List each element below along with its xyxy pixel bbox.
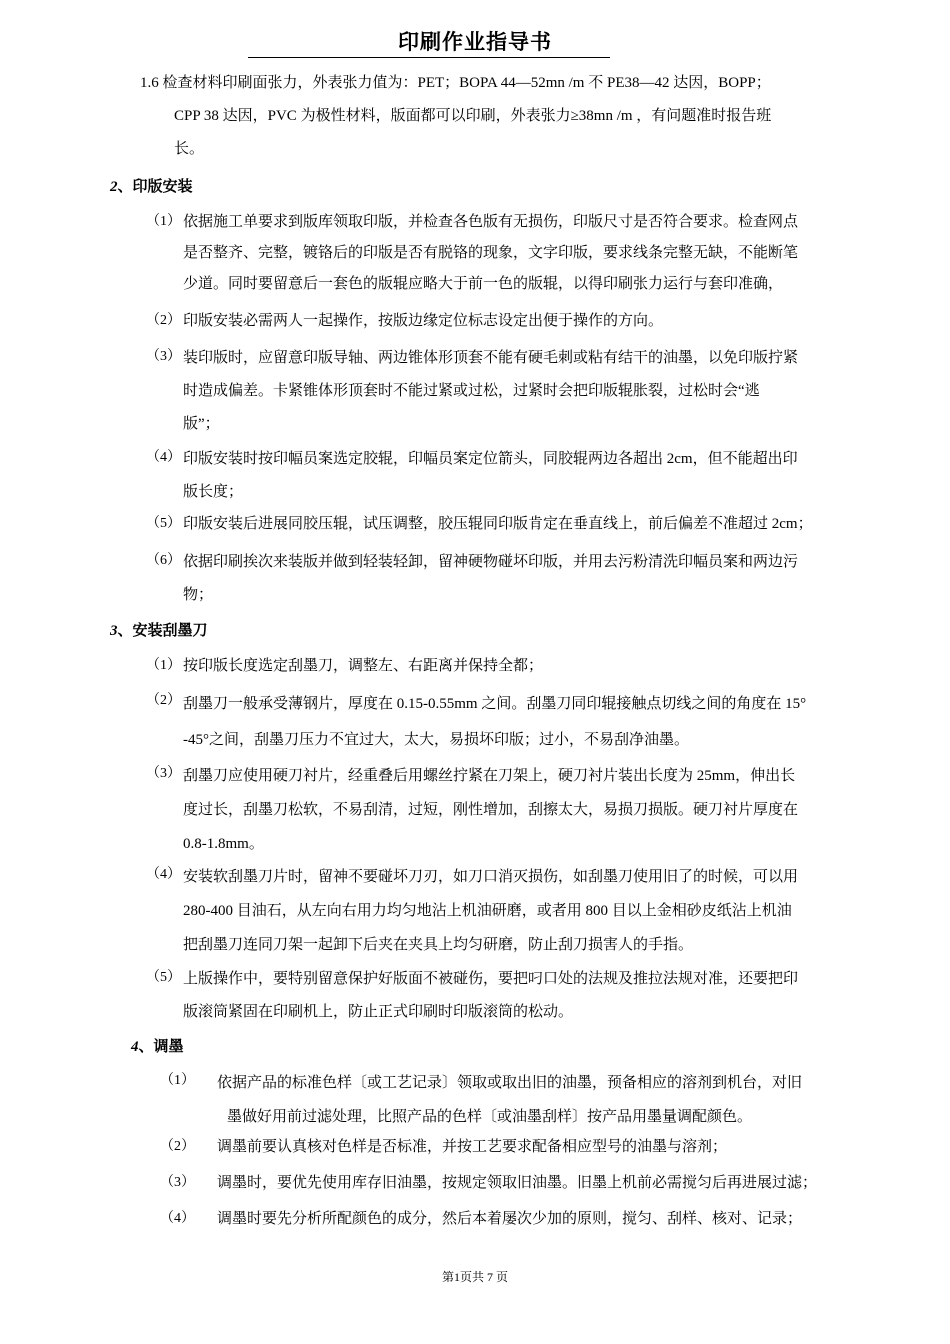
item-number: （2） — [146, 693, 181, 708]
intro-line: 长。 — [174, 141, 205, 157]
item-line: 印版安装后进展同胶压辊，试压调整，胶压辊同印版肯定在垂直线上，前后偏差不准超过 2cm； — [183, 516, 813, 532]
item-line: 按印版长度选定刮墨刀，调整左、右距离并保持全都； — [183, 658, 544, 674]
section-heading: 4、调墨 — [131, 1037, 184, 1055]
item-line: 物； — [183, 587, 214, 603]
item-line: 280-400 目油石，从左向右用力均匀地沾上机油研磨，或者用 800 目以上金相砂皮纸沾上机油 — [183, 903, 792, 919]
item-line: 是否整齐、完整，镀铬后的印版是否有脱铬的现象，文字印版，要求线条完整无缺，不能断笔 — [183, 245, 799, 261]
item-line: 刮墨刀应使用硬刀衬片，经重叠后用螺丝拧紧在刀架上，硬刀衬片装出长度为 25mm，伸出长 — [183, 768, 796, 784]
list-item — [146, 546, 886, 612]
item-line: 印版安装时按印幅员案选定胶辊，印幅员案定位箭头，同胶辊两边各超出 2cm，但不能超出印 — [183, 451, 798, 467]
list-item — [146, 860, 886, 962]
item-number: （5） — [146, 516, 181, 531]
list-item — [146, 509, 886, 539]
item-number: （1） — [146, 658, 181, 673]
item-line: 印版安装必需两人一起操作，按版边缘定位标志设定出便于操作的方向。 — [183, 313, 664, 329]
item-number: （4） — [160, 1211, 195, 1226]
item-line: 版长度； — [183, 484, 244, 500]
item-line: 调墨前要认真核对色样是否标准，并按工艺要求配备相应型号的油墨与溶剂； — [217, 1139, 728, 1155]
item-number: （6） — [146, 553, 181, 568]
item-line: 装印版时，应留意印版导轴、两边锥体形顶套不能有硬毛刺或粘有结干的油墨，以免印版拧紧 — [183, 350, 799, 366]
list-item — [146, 759, 886, 861]
item-line: 时造成偏差。卡紧锥体形顶套时不能过紧或过松，过紧时会把印版辊胀裂，过松时会“逃 — [183, 383, 760, 399]
item-line: 依据施工单要求到版库领取印版，并检查各色版有无损伤，印版尺寸是否符合要求。检查网点 — [183, 214, 799, 230]
item-line: 依据产品的标准色样〔或工艺记录〕领取或取出旧的油墨，预备相应的溶剂到机台，对旧 — [217, 1075, 803, 1091]
intro-line: 1.6 检查材料印刷面张力，外表张力值为：PET；BOPA 44—52mn /m 不 PE38—42 达因，BOPP； — [140, 75, 771, 91]
item-line: 调墨时，要优先使用库存旧油墨，按规定领取旧油墨。旧墨上机前必需搅匀后再进展过滤； — [217, 1175, 818, 1191]
item-number: （1） — [160, 1073, 195, 1088]
section-heading: 3、安装刮墨刀 — [110, 621, 208, 639]
list-item — [146, 443, 886, 509]
page-footer: 第1页共 7 页 — [441, 1270, 508, 1284]
list-item — [146, 207, 886, 300]
item-number: （5） — [146, 970, 181, 985]
list-item — [146, 651, 886, 681]
item-number: （3） — [146, 349, 181, 364]
item-line: 依据印刷挨次来装版并做到轻装轻卸，留神硬物碰坏印版，并用去污粉清洗印幅员案和两边污 — [183, 554, 799, 570]
item-number: （4） — [146, 450, 181, 465]
title-underline — [248, 57, 610, 58]
list-item — [160, 1066, 890, 1134]
section-heading: 2、印版安装 — [110, 177, 193, 195]
item-line: 安装软刮墨刀片时，留神不要碰坏刀刃，如刀口消灭损伤，如刮墨刀使用旧了的时候，可以用 — [183, 869, 799, 885]
list-item — [146, 342, 886, 441]
item-number: （3） — [146, 766, 181, 781]
list-item — [160, 1132, 890, 1162]
page-title: 印刷作业指导书 — [398, 30, 552, 54]
item-line: 度过长，刮墨刀松软，不易刮清，过短，刚性增加，刮擦太大，易损刀损版。硬刀衬片厚度在 — [183, 802, 799, 818]
item-line: 调墨时要先分析所配颜色的成分，然后本着屡次少加的原则，搅匀、刮样、核对、记录； — [217, 1211, 803, 1227]
item-line: 版”； — [183, 416, 220, 432]
list-item — [160, 1204, 890, 1234]
item-line: 墨做好用前过滤处理，比照产品的色样〔或油墨刮样〕按产品用墨量调配颜色。 — [227, 1109, 753, 1125]
item-number: （2） — [146, 313, 181, 328]
item-line: 版滚筒紧固在印刷机上，防止正式印刷时印版滚筒的松动。 — [183, 1004, 574, 1020]
item-number: （3） — [160, 1175, 195, 1190]
list-item — [146, 306, 886, 336]
item-number: （1） — [146, 214, 181, 229]
item-line: 少道。同时要留意后一套色的版辊应略大于前一色的版辊，以得印刷张力运行与套印准确， — [183, 276, 784, 292]
list-item — [146, 963, 886, 1029]
item-number: （4） — [146, 867, 181, 882]
intro-paragraph — [140, 67, 880, 166]
item-line: 上版操作中，要特别留意保护好版面不被碰伤，要把叼口处的法规及推拉法规对准，还要把印 — [183, 971, 799, 987]
item-line: 刮墨刀一般承受薄钢片，厚度在 0.15-0.55mm 之间。刮墨刀同印辊接触点切线之间的角度在 15° — [183, 696, 807, 712]
item-line: 把刮墨刀连同刀架一起卸下后夹在夹具上均匀研磨，防止刮刀损害人的手指。 — [183, 937, 694, 953]
item-line: -45°之间，刮墨刀压力不宜过大，太大，易损坏印版；过小，不易刮净油墨。 — [183, 732, 689, 748]
list-item — [160, 1168, 890, 1198]
intro-line: CPP 38 达因，PVC 为极性材料，版面都可以印刷，外表张力≥38mn /m ，有问题准时报告班 — [174, 108, 772, 124]
item-number: （2） — [160, 1139, 195, 1154]
list-item — [146, 686, 886, 758]
item-line: 0.8-1.8mm。 — [183, 836, 264, 852]
